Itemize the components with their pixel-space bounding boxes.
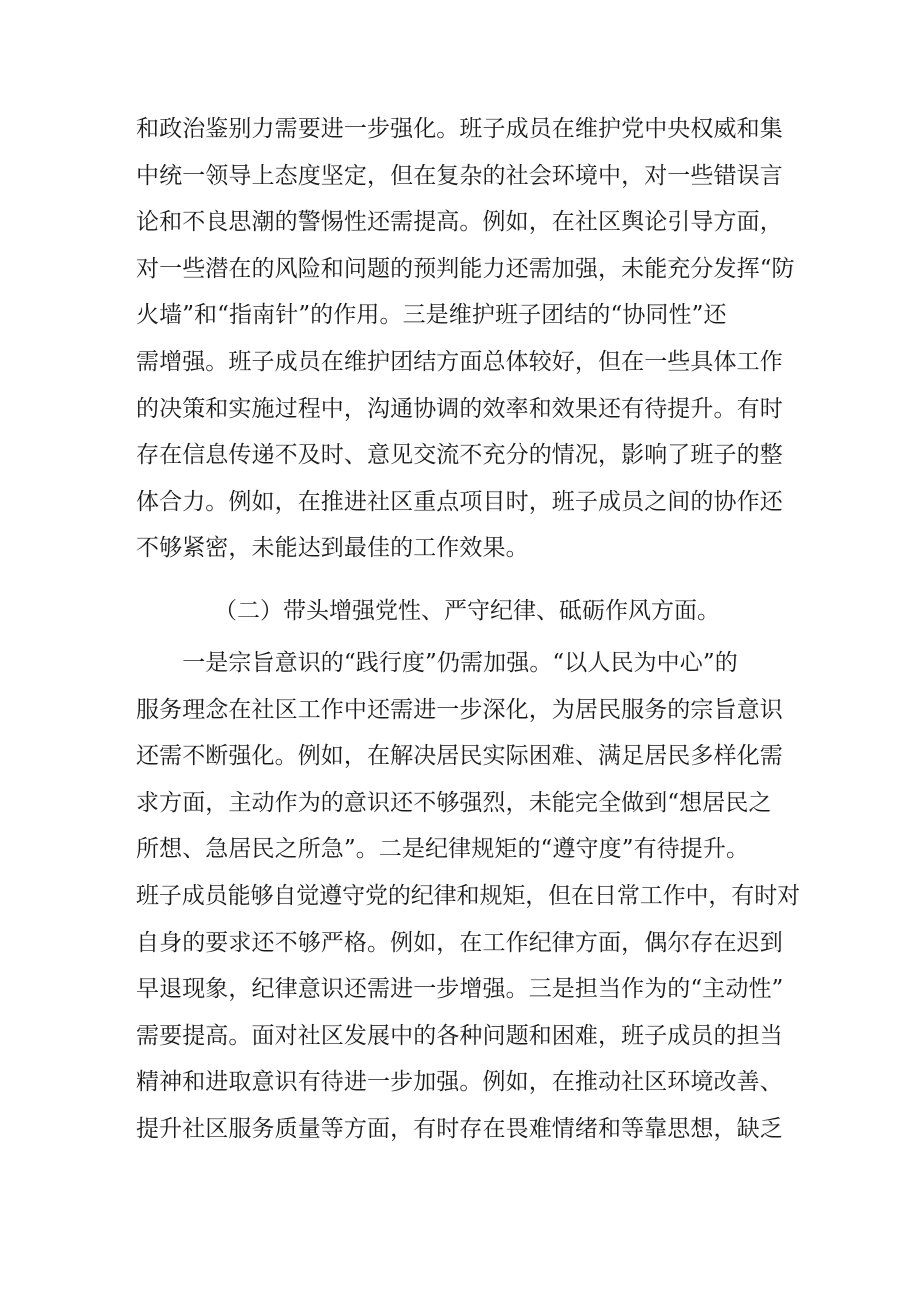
paragraph-2 xyxy=(136,640,800,1153)
paragraph-line: 对一些潜在的风险和问题的预判能力还需加强，未能充分发挥“防 xyxy=(136,255,795,282)
paragraph-line: 早退现象，纪律意识还需进一步增强。三是担当作为的“主动性” xyxy=(136,976,784,1003)
paragraph-line: 的决策和实施过程中，沟通协调的效率和效果还有待提升。有时 xyxy=(136,395,783,422)
paragraph-line: 存在信息传递不及时、意见交流不充分的情况，影响了班子的整 xyxy=(136,442,783,469)
paragraph-line: 需增强。班子成员在维护团结方面总体较好，但在一些具体工作 xyxy=(136,348,783,375)
paragraph-line: 还需不断强化。例如，在解决居民实际困难、满足居民多样化需 xyxy=(136,743,783,770)
paragraph-line: 论和不良思潮的警惕性还需提高。例如，在社区舆论引导方面， xyxy=(136,209,783,236)
paragraph-line: 求方面，主动作为的意识还不够强烈，未能完全做到“想居民之 xyxy=(136,789,772,816)
paragraph-line: 服务理念在社区工作中还需进一步深化，为居民服务的宗旨意识 xyxy=(136,696,783,723)
paragraph-line: 自身的要求还不够严格。例如，在工作纪律方面，偶尔存在迟到 xyxy=(136,929,783,956)
paragraph-line: 需要提高。面对社区发展中的各种问题和困难，班子成员的担当 xyxy=(136,1022,783,1049)
paragraph-line: 班子成员能够自觉遵守党的纪律和规矩，但在日常工作中，有时对 xyxy=(136,882,801,909)
paragraph-line: 一是宗旨意识的“践行度”仍需加强。“以人民为中心”的 xyxy=(136,650,738,676)
paragraph-1 xyxy=(136,106,800,572)
paragraph-line: 和政治鉴别力需要进一步强化。班子成员在维护党中央权威和集 xyxy=(136,116,783,142)
paragraph-line: 提升社区服务质量等方面，有时存在畏难情绪和等靠思想，缺乏 xyxy=(136,1115,783,1142)
paragraph-line: 火墙”和“指南针”的作用。三是维护班子团结的“协同性”还 xyxy=(136,302,727,329)
section-heading: （二）带头增强党性、严守纪律、砥砺作风方面。 xyxy=(214,598,720,624)
paragraph-line: 体合力。例如，在推进社区重点项目时，班子成员之间的协作还 xyxy=(136,488,783,515)
paragraph-line: 不够紧密，未能达到最佳的工作效果。 xyxy=(136,535,529,562)
paragraph-line: 中统一领导上态度坚定，但在复杂的社会环境中，对一些错误言 xyxy=(136,162,783,189)
paragraph-line: 所想、急居民之所急”。二是纪律规矩的“遵守度”有待提升。 xyxy=(136,836,750,863)
paragraph-line: 精神和进取意识有待进一步加强。例如，在推动社区环境改善、 xyxy=(136,1069,783,1096)
